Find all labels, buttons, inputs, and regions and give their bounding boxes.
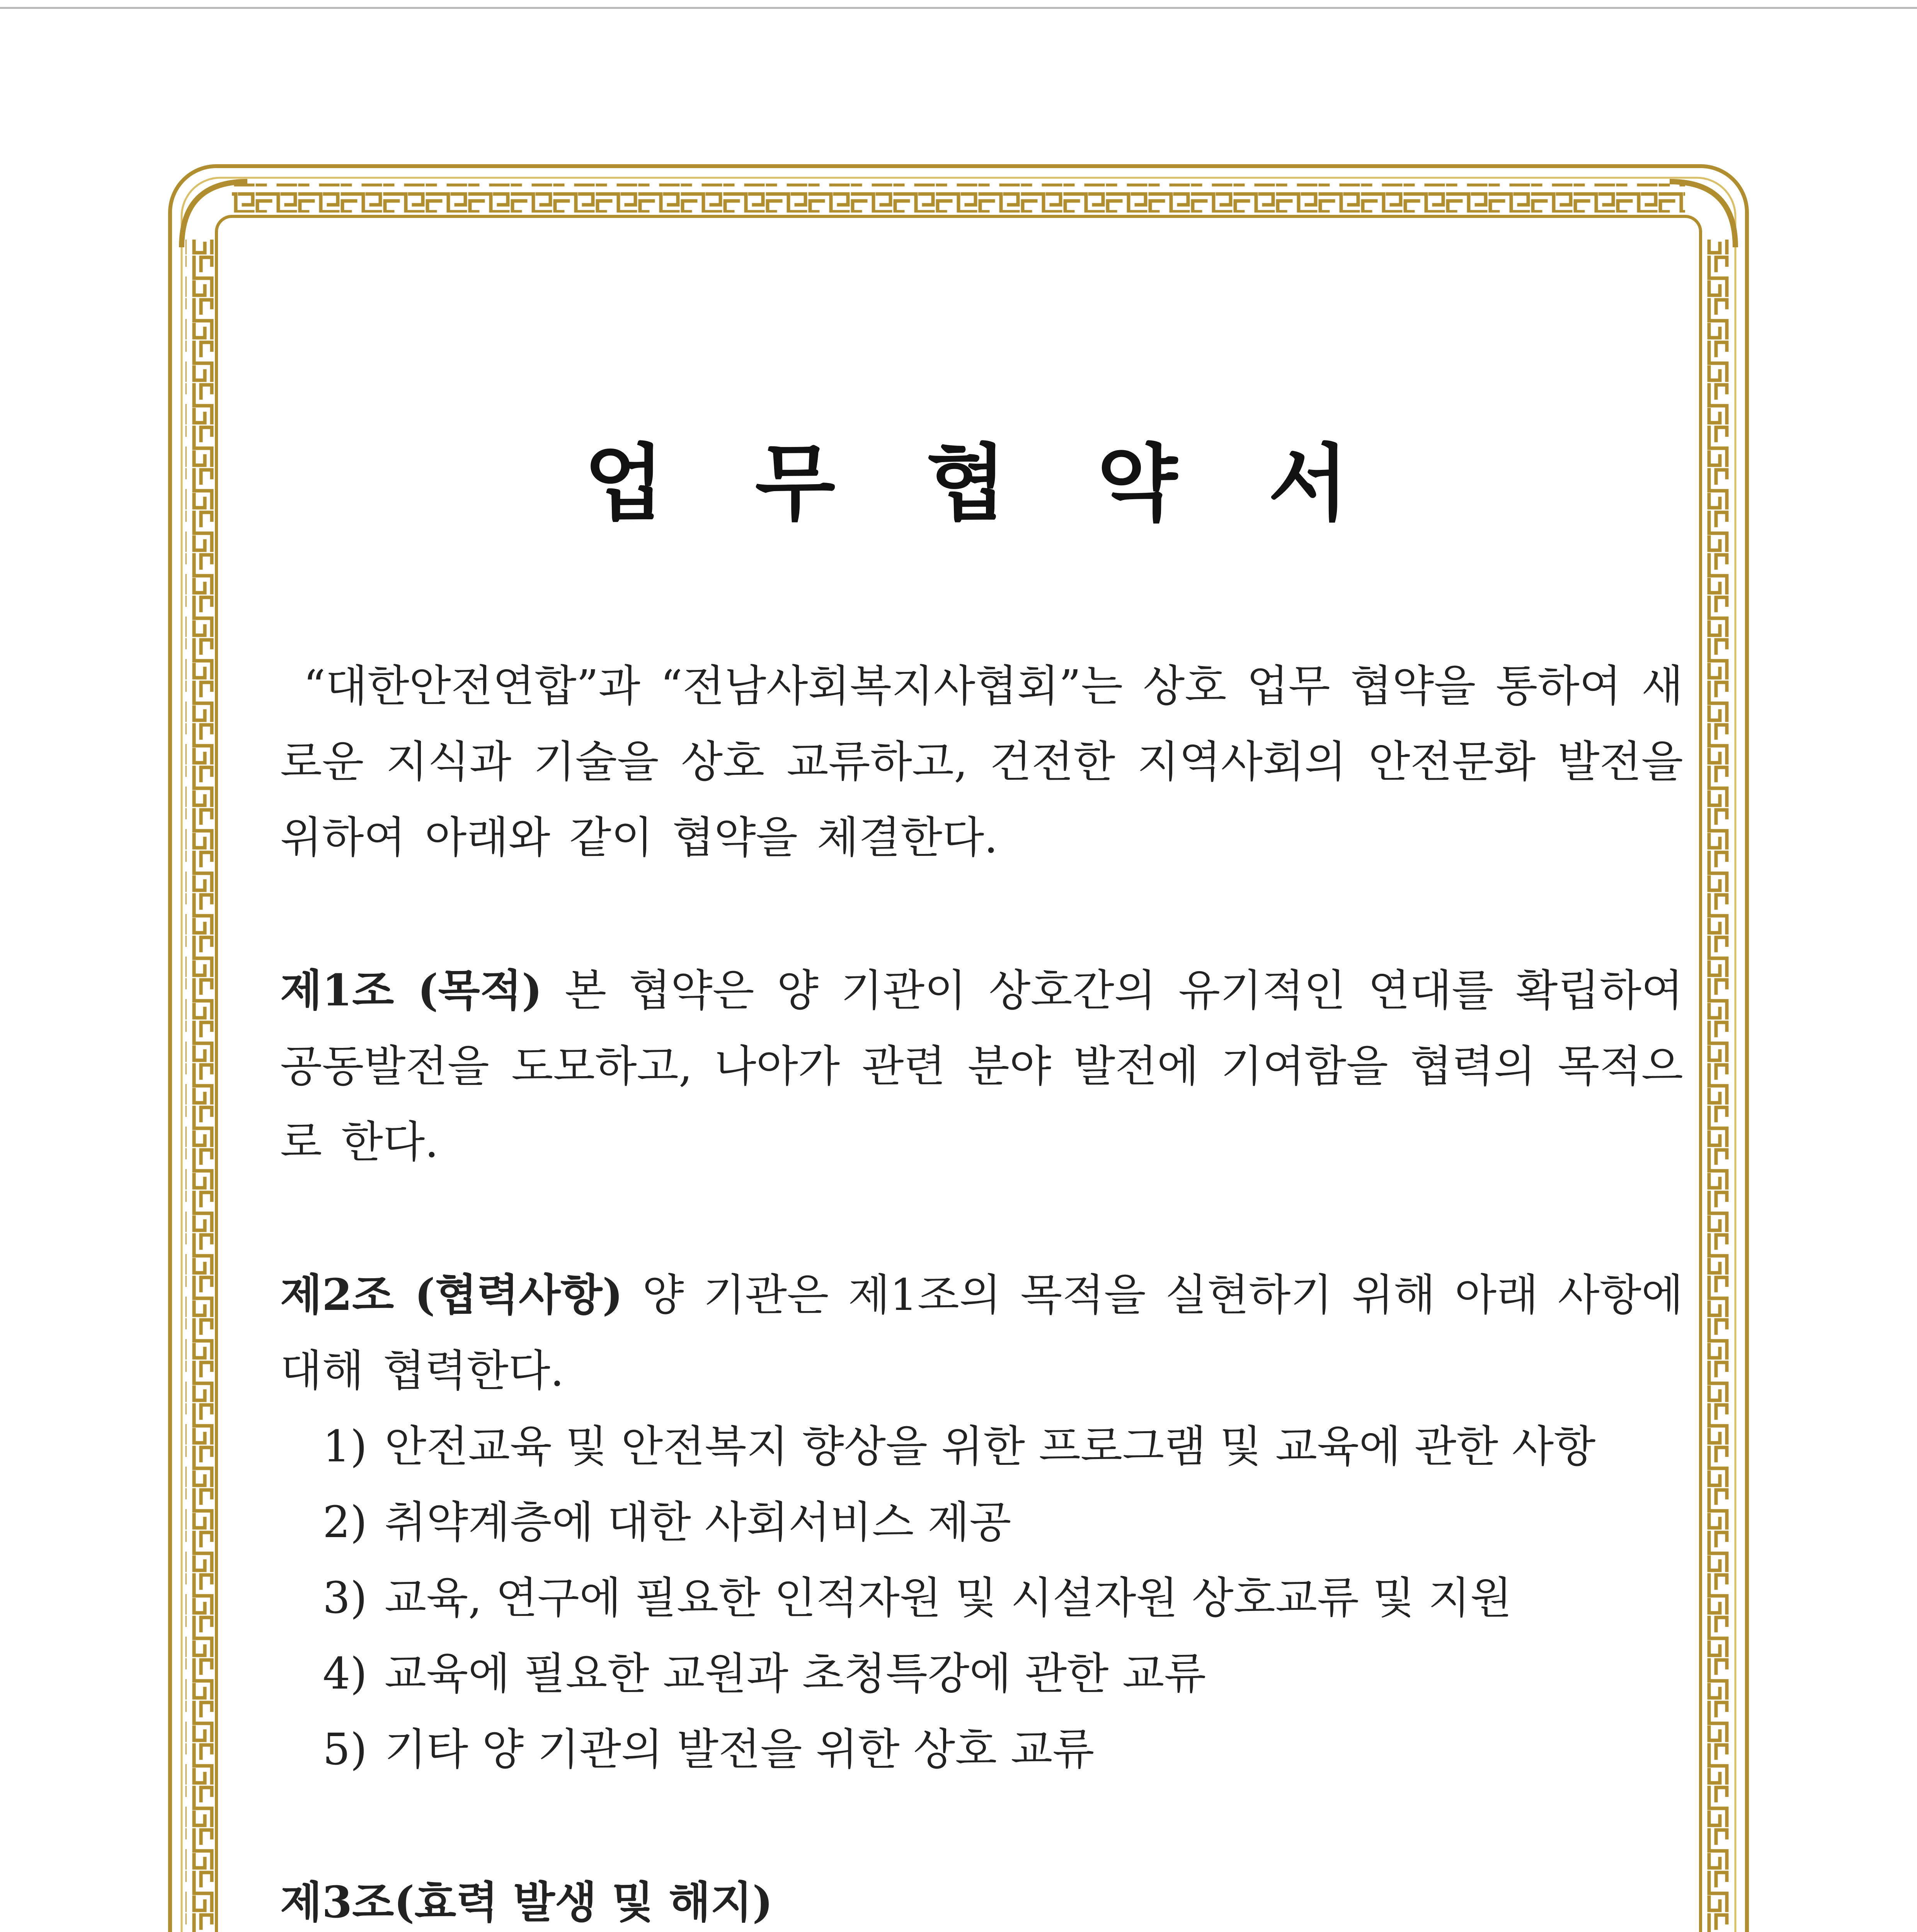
article-1-text: 본 협약은 양 기관이 상호간의 유기적인 연대를 확립하여 공동발전을 도모하고, 나아가 관련 분야 발전에 기여함을 협력의 목적으로 한다. — [280, 966, 1683, 1167]
list-item: 5) 기타 양 기관의 발전을 위한 상호 교류 — [323, 1725, 1095, 1775]
article-2-text: 양 기관은 제1조의 목적을 실현하기 위해 아래 사항에 대해 협력한다. — [280, 1270, 1683, 1396]
article-2-list — [280, 1409, 1683, 1787]
list-item: 4) 교육에 필요한 교원과 초청특강에 관한 교류 — [323, 1649, 1206, 1699]
list-item: 2) 취약계층에 대한 사회서비스 제공 — [323, 1497, 1011, 1548]
article-2 — [280, 1257, 1683, 1409]
article-1 — [280, 953, 1683, 1180]
list-item: 1) 안전교육 및 안전복지 향상을 위한 프로그램 및 교육에 관한 사항 — [323, 1422, 1596, 1472]
document-title: 업 무 협 약 서 — [584, 435, 1379, 532]
list-item: 3) 교육, 연구에 필요한 인적자원 및 시설자원 상호교류 및 지원 — [323, 1573, 1512, 1623]
article-2-heading: 제2조 (협력사항) — [280, 1270, 623, 1320]
agreement-content — [280, 417, 1683, 1932]
article-1-heading: 제1조 (목적) — [280, 965, 543, 1016]
intro-paragraph: “대한안전연합”과 “전남사회복지사협회”는 상호 업무 협약을 통하여 새로운 지식과 기술을 상호 교류하고, 건전한 지역사회의 안전문화 발전을 위하여 아래와 같이 협약을 체결한다. — [280, 661, 1683, 863]
article-3-heading: 제3조(효력 발생 및 해지) — [280, 1877, 773, 1928]
